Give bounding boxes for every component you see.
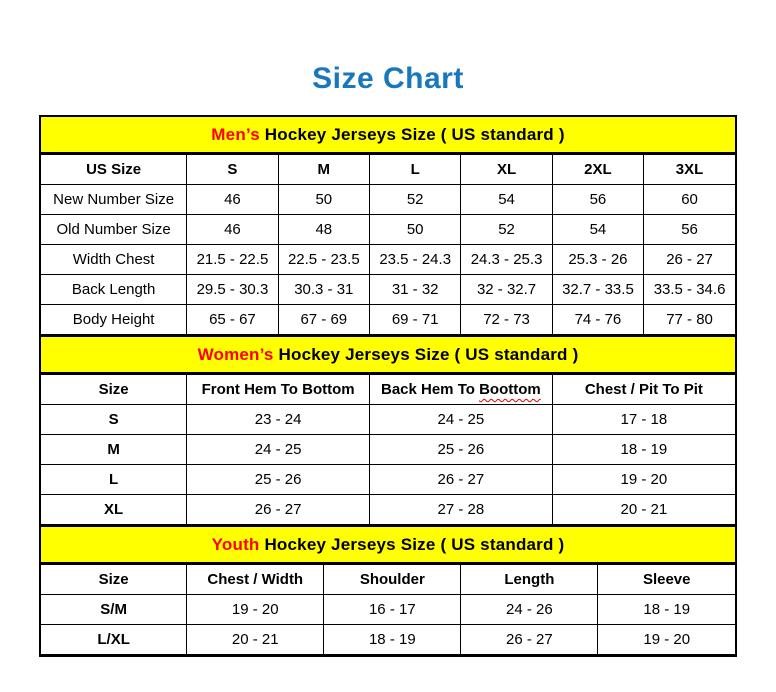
youth-cell-1-0: 20 - 21 (187, 625, 324, 655)
mens-cell-1-3: 52 (461, 215, 552, 245)
mens-cell-3-2: 31 - 32 (369, 275, 460, 305)
mens-cell-4-4: 74 - 76 (552, 305, 643, 335)
mens-size-table (41, 154, 735, 335)
womens-row-label-3: XL (41, 495, 187, 525)
mens-cell-0-5: 60 (644, 185, 735, 215)
youth-row-s-m (41, 595, 735, 625)
womens-column-header-2 (369, 375, 552, 405)
youth-column-header-3: Length (461, 565, 598, 595)
mens-header (41, 155, 735, 185)
womens-cell-3-2: 20 - 21 (552, 495, 735, 525)
mens-cell-4-1: 67 - 69 (278, 305, 369, 335)
mens-cell-3-4: 32.7 - 33.5 (552, 275, 643, 305)
mens-cell-0-3: 54 (461, 185, 552, 215)
womens-cell-2-0: 25 - 26 (187, 465, 370, 495)
mens-cell-0-2: 52 (369, 185, 460, 215)
youth-header-row (41, 565, 735, 595)
size-chart (39, 115, 737, 657)
womens-cell-1-1: 25 - 26 (369, 435, 552, 465)
womens-column-header-3: Chest / Pit To Pit (552, 375, 735, 405)
mens-column-header-0: US Size (41, 155, 187, 185)
womens-row-label-1: M (41, 435, 187, 465)
youth-cell-1-3: 19 - 20 (598, 625, 735, 655)
mens-column-header-6: 3XL (644, 155, 735, 185)
mens-row-label-1: Old Number Size (41, 215, 187, 245)
mens-cell-3-3: 32 - 32.7 (461, 275, 552, 305)
womens-row-xl (41, 495, 735, 525)
womens-banner-accent-word: Women’s (197, 345, 274, 364)
mens-cell-1-4: 54 (552, 215, 643, 245)
mens-cell-1-0: 46 (187, 215, 278, 245)
womens-row-label-2: L (41, 465, 187, 495)
mens-section-banner (41, 117, 735, 154)
mens-cell-3-0: 29.5 - 30.3 (187, 275, 278, 305)
youth-row-label-0: S/M (41, 595, 187, 625)
mens-header-row (41, 155, 735, 185)
youth-cell-0-0: 19 - 20 (187, 595, 324, 625)
youth-cell-0-3: 18 - 19 (598, 595, 735, 625)
mens-cell-4-2: 69 - 71 (369, 305, 460, 335)
mens-row-label-3: Back Length (41, 275, 187, 305)
mens-row-width-chest (41, 245, 735, 275)
womens-cell-2-2: 19 - 20 (552, 465, 735, 495)
womens-size-table (41, 374, 735, 525)
mens-column-header-1: S (187, 155, 278, 185)
mens-column-header-4: XL (461, 155, 552, 185)
mens-cell-2-0: 21.5 - 22.5 (187, 245, 278, 275)
mens-cell-1-5: 56 (644, 215, 735, 245)
mens-cell-1-1: 48 (278, 215, 369, 245)
youth-cell-0-1: 16 - 17 (324, 595, 461, 625)
mens-column-header-2: M (278, 155, 369, 185)
youth-row-l-xl (41, 625, 735, 655)
youth-section-banner (41, 525, 735, 564)
womens-cell-0-1: 24 - 25 (369, 405, 552, 435)
mens-cell-2-2: 23.5 - 24.3 (369, 245, 460, 275)
mens-cell-4-5: 77 - 80 (644, 305, 735, 335)
womens-section (41, 335, 735, 525)
mens-section (41, 117, 735, 335)
womens-header-row (41, 375, 735, 405)
womens-cell-1-0: 24 - 25 (187, 435, 370, 465)
womens-cell-0-0: 23 - 24 (187, 405, 370, 435)
youth-banner-text: Hockey Jerseys Size ( US standard ) (259, 535, 565, 554)
page-title: Size Chart (312, 62, 464, 95)
mens-cell-3-1: 30.3 - 31 (278, 275, 369, 305)
mens-body (41, 185, 735, 335)
youth-column-header-0: Size (41, 565, 187, 595)
youth-section (41, 525, 735, 655)
mens-cell-2-4: 25.3 - 26 (552, 245, 643, 275)
mens-cell-2-5: 26 - 27 (644, 245, 735, 275)
mens-row-label-0: New Number Size (41, 185, 187, 215)
womens-column-header-2-misspelled-word: Boottom (479, 381, 541, 398)
womens-header (41, 375, 735, 405)
womens-row-s (41, 405, 735, 435)
mens-cell-1-2: 50 (369, 215, 460, 245)
youth-cell-1-1: 18 - 19 (324, 625, 461, 655)
mens-banner-text: Hockey Jerseys Size ( US standard ) (259, 125, 565, 144)
youth-column-header-2: Shoulder (324, 565, 461, 595)
womens-column-header-0: Size (41, 375, 187, 405)
mens-row-new-number-size (41, 185, 735, 215)
womens-cell-0-2: 17 - 18 (552, 405, 735, 435)
womens-body (41, 405, 735, 525)
youth-cell-0-2: 24 - 26 (461, 595, 598, 625)
mens-column-header-3: L (369, 155, 460, 185)
womens-column-header-2-prefix: Back Hem To (380, 381, 480, 398)
mens-cell-4-3: 72 - 73 (461, 305, 552, 335)
youth-row-label-1: L/XL (41, 625, 187, 655)
womens-cell-1-2: 18 - 19 (552, 435, 735, 465)
mens-cell-3-5: 33.5 - 34.6 (644, 275, 735, 305)
mens-cell-2-3: 24.3 - 25.3 (461, 245, 552, 275)
youth-size-table (41, 564, 735, 655)
mens-column-header-5: 2XL (552, 155, 643, 185)
mens-row-label-4: Body Height (41, 305, 187, 335)
youth-body (41, 595, 735, 655)
womens-section-banner (41, 335, 735, 374)
mens-row-body-height (41, 305, 735, 335)
mens-cell-0-4: 56 (552, 185, 643, 215)
youth-banner-accent-word: Youth (211, 535, 260, 554)
youth-column-header-4: Sleeve (598, 565, 735, 595)
mens-banner-accent-word: Men’s (211, 125, 260, 144)
mens-row-old-number-size (41, 215, 735, 245)
womens-row-l (41, 465, 735, 495)
mens-cell-0-1: 50 (278, 185, 369, 215)
womens-cell-3-1: 27 - 28 (369, 495, 552, 525)
womens-row-label-0: S (41, 405, 187, 435)
womens-cell-2-1: 26 - 27 (369, 465, 552, 495)
womens-column-header-1: Front Hem To Bottom (187, 375, 370, 405)
womens-banner-text: Hockey Jerseys Size ( US standard ) (273, 345, 579, 364)
mens-row-label-2: Width Chest (41, 245, 187, 275)
womens-row-m (41, 435, 735, 465)
mens-cell-0-0: 46 (187, 185, 278, 215)
youth-column-header-1: Chest / Width (187, 565, 324, 595)
mens-cell-4-0: 65 - 67 (187, 305, 278, 335)
youth-header (41, 565, 735, 595)
mens-cell-2-1: 22.5 - 23.5 (278, 245, 369, 275)
youth-cell-1-2: 26 - 27 (461, 625, 598, 655)
mens-row-back-length (41, 275, 735, 305)
womens-cell-3-0: 26 - 27 (187, 495, 370, 525)
